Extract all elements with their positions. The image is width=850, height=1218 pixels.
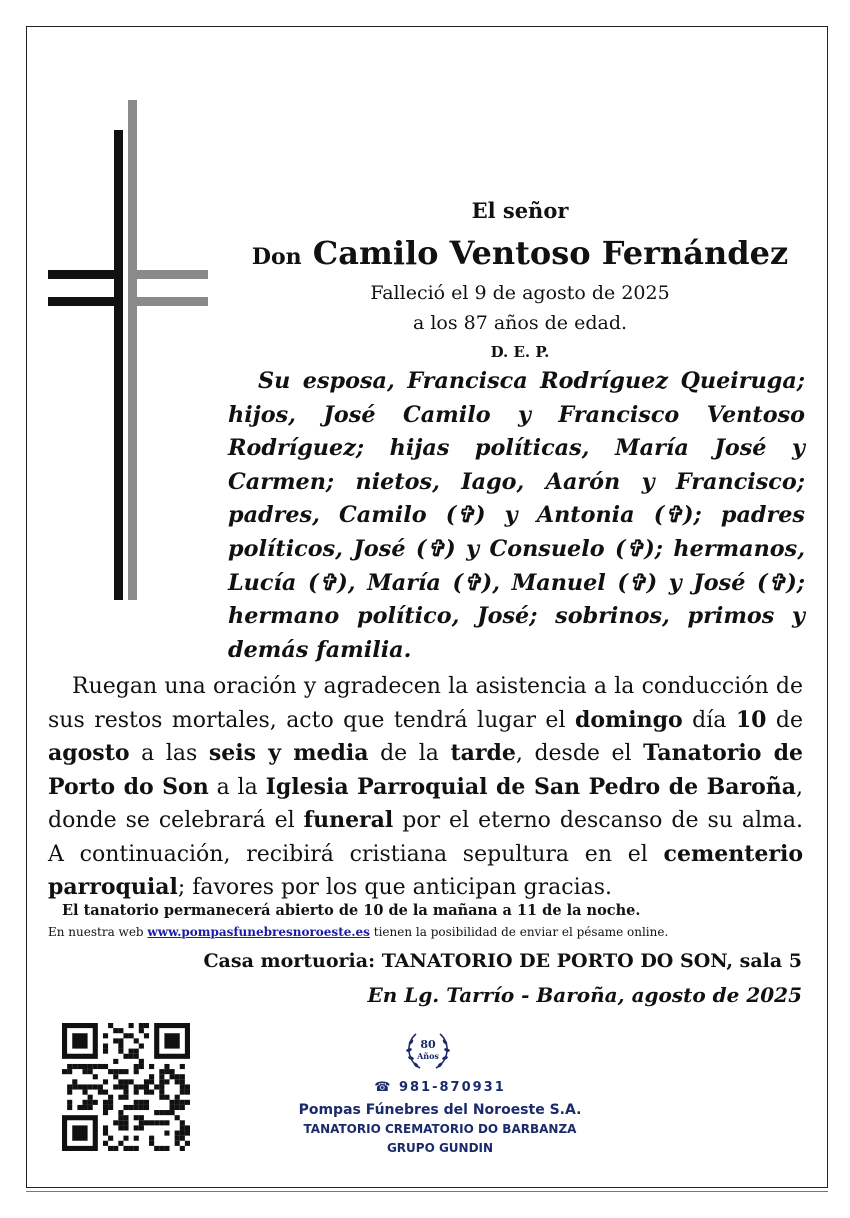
web-suffix: tienen la posibilidad de enviar el pésame online. [369, 925, 669, 939]
anniversary-logo [402, 1026, 454, 1074]
service-text-run: ; favores por los que anticipan gracias. [177, 875, 613, 900]
service-text-run: Ruegan una oración y agradecen la asistencia a la conducción de sus restos mortales, acto que tendrá lugar el [48, 674, 803, 733]
company-phone [230, 1080, 650, 1095]
service-text-run: por el eterno descanso de su alma. A continuación, recibirá cristiana sepultura en el [48, 808, 803, 867]
web-prefix: En nuestra web [48, 925, 148, 939]
service-text-run: , desde el [515, 741, 644, 766]
deceased-name [230, 234, 810, 272]
cross-icon [48, 100, 208, 600]
place-date: En Lg. Tarrío - Baroña, agosto de 2025 [367, 983, 802, 1007]
website-link[interactable]: www.pompasfunebresnoroeste.es [147, 925, 370, 939]
name-text: Camilo Ventoso Fernández [312, 234, 789, 272]
name-prefix: Don [251, 244, 302, 270]
company-line-3: GRUPO GUNDIN [386, 1141, 494, 1155]
tanatorio-hours: El tanatorio permanecerá abierto de 10 de la mañana a 11 de la noche. [62, 902, 641, 919]
logo-text: Años [417, 1051, 439, 1061]
service-text-run: Tanatorio de Porto do Son [48, 740, 803, 800]
service-text-run: a las [129, 741, 209, 766]
age-line: a los 87 años de edad. [412, 312, 628, 334]
service-text-run: a la [208, 774, 266, 800]
service-text-run: , donde se celebrará el [48, 774, 804, 833]
service-text-run: domingo [574, 706, 683, 733]
service-text-run: Iglesia Parroquial de San Pedro de Baroña [265, 773, 797, 800]
service-text-run: 10 [735, 706, 767, 733]
service-text-run: tarde [450, 740, 516, 766]
service-text-run: seis y media [208, 740, 369, 766]
service-text-run: cementerio parroquial [48, 840, 803, 900]
logo-number: 80 [420, 1038, 436, 1051]
company-line-2: TANATORIO CREMATORIO DO BARBANZA [303, 1122, 577, 1136]
phone-number: 981-870931 [398, 1080, 506, 1095]
service-text-run: agosto [48, 740, 130, 766]
family-paragraph: Su esposa, Francisca Rodríguez Queiruga; hijos, José Camilo y Francisco Ventoso Rodríguez; hijas políticas, María José y Carmen; nietos, Iago, Aarón y Francisco; padres, Camilo (✞) y Antonia (✞); padres políticos, José (✞) y Consuelo (✞); hermanos, Lucía (✞), María (✞), Manuel (✞) y José (✞); hermano político, José; sobrinos, primos y demás familia. [228, 368, 805, 663]
service-text-run: día [682, 707, 736, 733]
title-el-senor: El señor [471, 198, 569, 223]
service-text-run: funeral [303, 807, 394, 833]
service-text-run: de la [368, 741, 451, 766]
service-text-run: de [766, 707, 803, 733]
dep-line: D. E. P. [490, 343, 550, 361]
web-line [48, 925, 668, 939]
bottom-rule [26, 1191, 828, 1192]
service-paragraph [48, 670, 803, 905]
phone-icon: ☎ [374, 1080, 393, 1095]
death-date: Falleció el 9 de agosto de 2025 [370, 282, 670, 304]
qr-code-icon[interactable] [62, 1023, 190, 1151]
company-name: Pompas Fúnebres del Noroeste S.A. [298, 1102, 582, 1118]
casa-mortuoria: Casa mortuoria: TANATORIO DE PORTO DO SON, sala 5 [203, 950, 802, 972]
